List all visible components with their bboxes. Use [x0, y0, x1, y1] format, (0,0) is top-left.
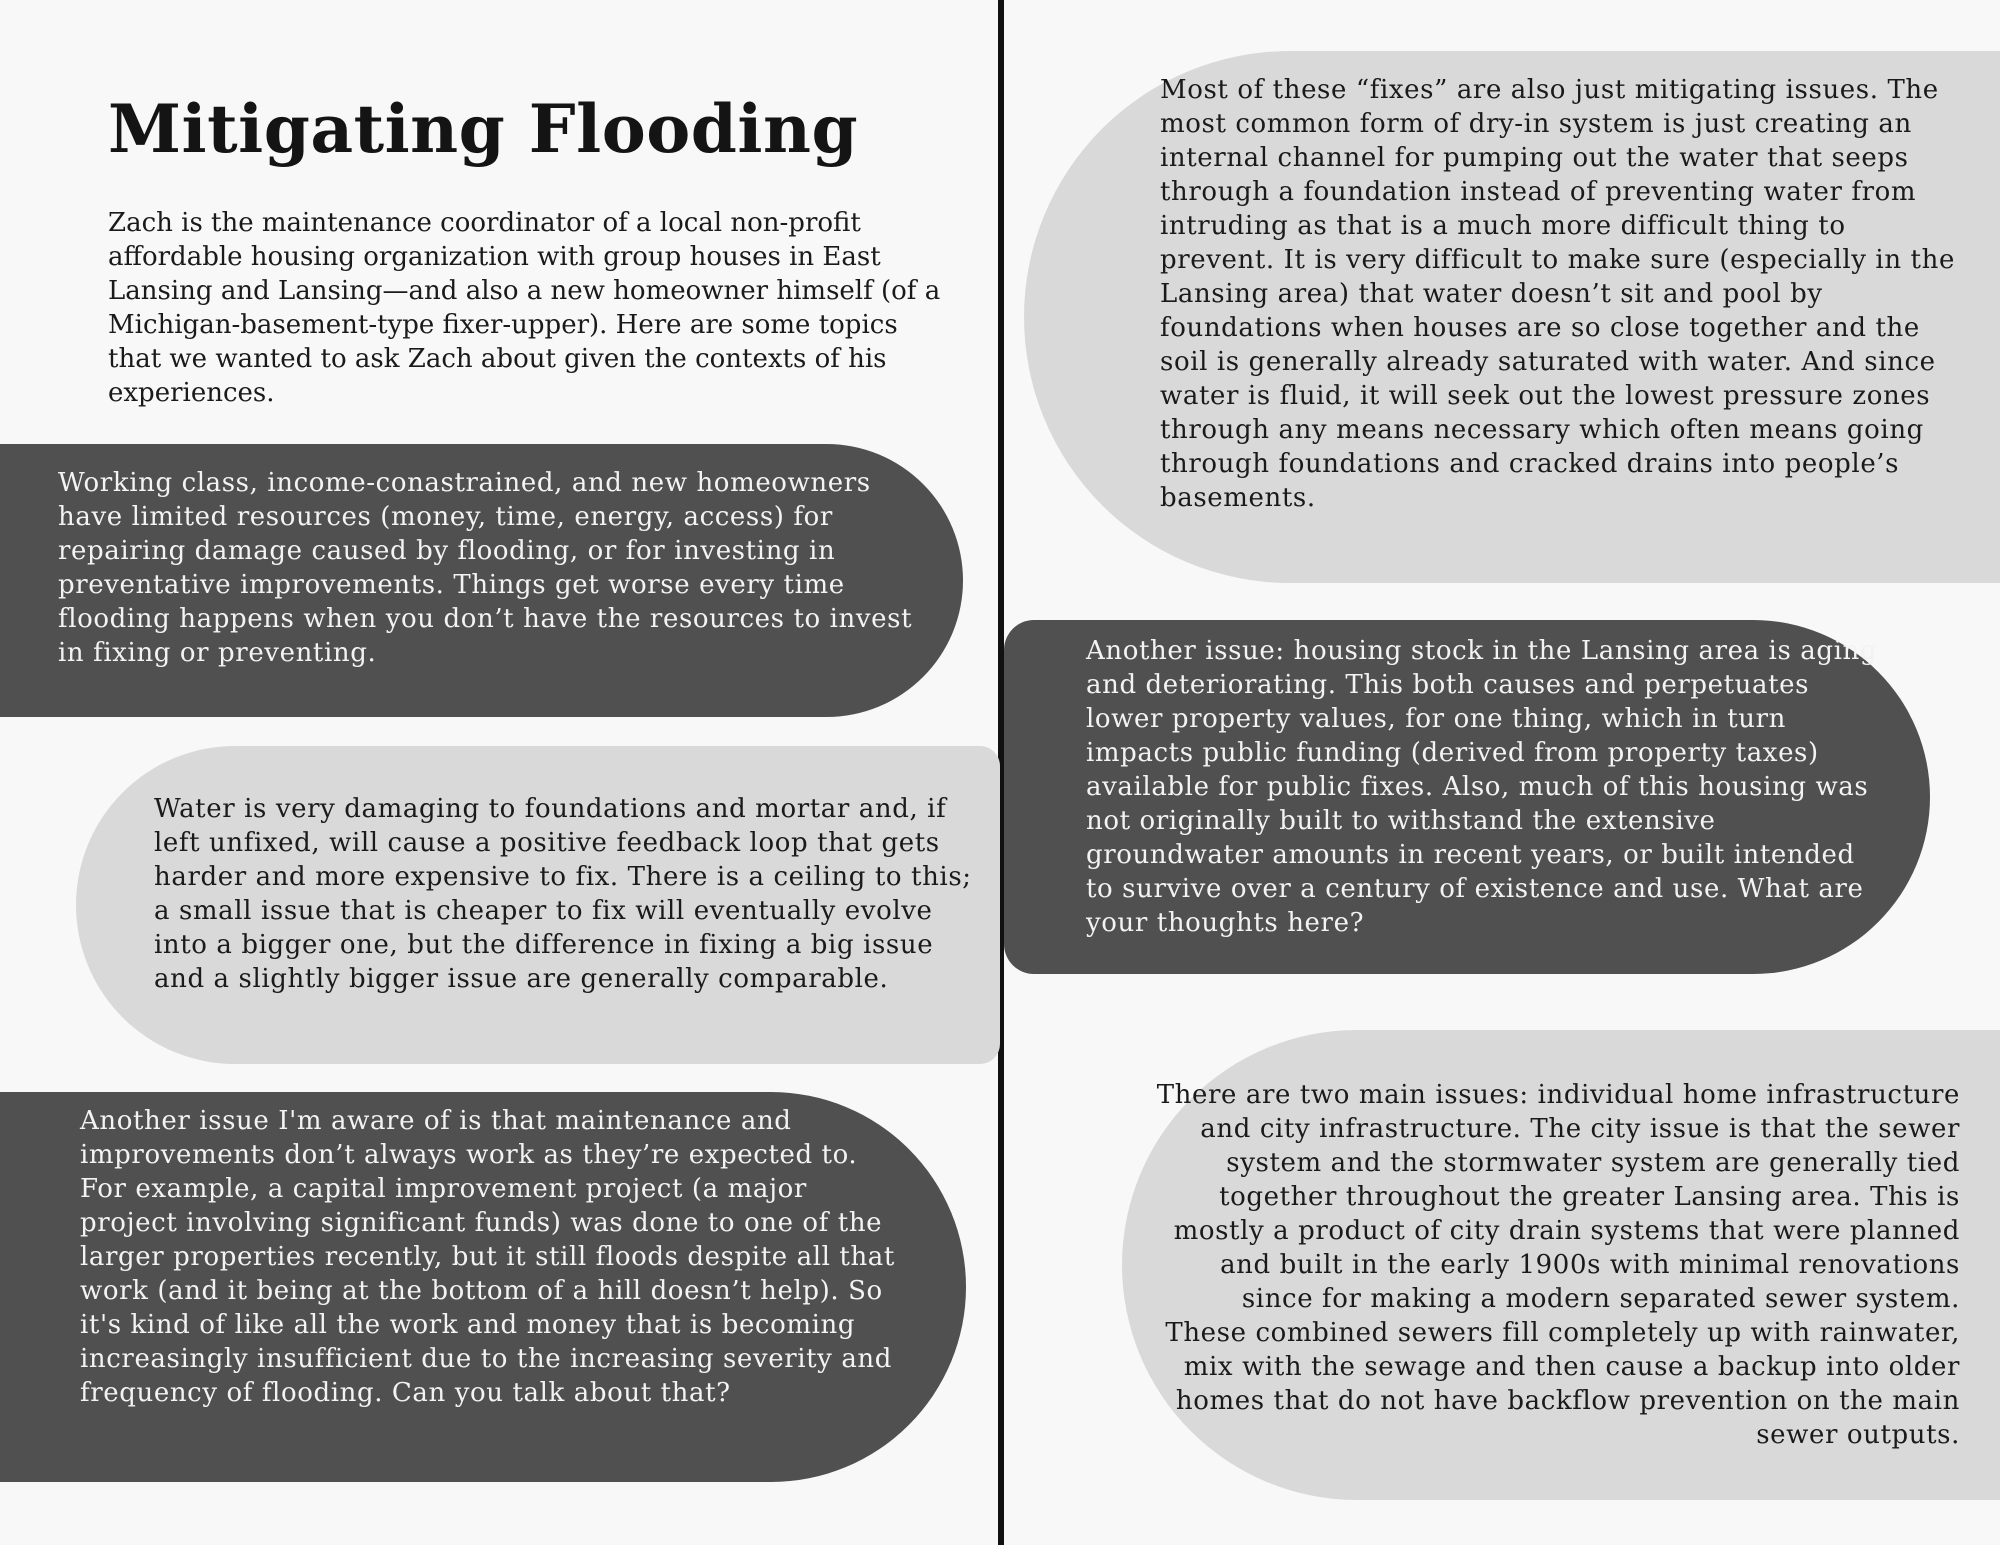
maintenance-question-bubble: Another issue I'm aware of is that maintenance and improvements don’t always work as they’re expected to. For example, a capital improvement project (a major project involving significant funds) was done to one of the larger properties recently, but it still floods despite all that work (and it being at the bottom of a hill doesn’t help). So it's kind of like all the work and money that is becoming increasingly insufficient due to the increasing severity and frequency of flooding. Can you talk about that?	[0, 1092, 966, 1482]
page-title: Mitigating Flooding	[108, 90, 859, 168]
water-damage-bubble: Water is very damaging to foundations and mortar and, if left unfixed, will cause a positive feedback loop that gets harder and more expensive to fix. There is a ceiling to this; a small issue that is cheaper to fix will eventually evolve into a bigger one, but the difference in fixing a big issue and a slightly bigger issue are generally comparable.	[76, 746, 1000, 1064]
two-main-issues-bubble: There are two main issues: individual home infrastructure and city infrastructure. The city issue is that the sewer system and the stormwater system are generally tied together throughout the greater Lansing area. This is mostly a product of city drain systems that were planned and built in the early 1900s with minimal renovations since for making a modern separated sewer system. These combined sewers fill completely up with rainwater, mix with the sewage and then cause a backup into older homes that do not have backflow prevention on the main sewer outputs.	[1122, 1030, 2000, 1500]
working-class-bubble: Working class, income-conastrained, and new homeowners have limited resources (money, time, energy, access) for repairing damage caused by flooding, or for investing in preventative improvements. Things get worse every time flooding happens when you don’t have the resources to invest in fixing or preventing.	[0, 444, 963, 717]
fixes-mitigating-bubble: Most of these “fixes” are also just mitigating issues. The most common form of dry-in system is just creating an internal channel for pumping out the water that seeps through a foundation instead of preventing water from intruding as that is a much more difficult thing to prevent. It is very difficult to make sure (especially in the Lansing area) that water doesn’t sit and pool by foundations when houses are so close together and the soil is generally already saturated with water. And since water is fluid, it will seek out the lowest pressure zones through any means necessary which often means going through foundations and cracked drains into people’s basements.	[1024, 51, 2000, 583]
housing-stock-question-bubble: Another issue: housing stock in the Lansing area is aging and deteriorating. This both causes and perpetuates lower property values, for one thing, which in turn impacts public funding (derived from property taxes) available for public fixes. Also, much of this housing was not originally built to withstand the extensive groundwater amounts in recent years, or built intended to survive over a century of existence and use. What are your thoughts here?	[1004, 620, 1930, 974]
intro-paragraph: Zach is the maintenance coordinator of a local non-profit affordable housing organization with group houses in East Lansing and Lansing—and also a new homeowner himself (of a Michigan-basement-type fixer-upper). Here are some topics that we wanted to ask Zach about given the contexts of his experiences.	[108, 208, 941, 408]
